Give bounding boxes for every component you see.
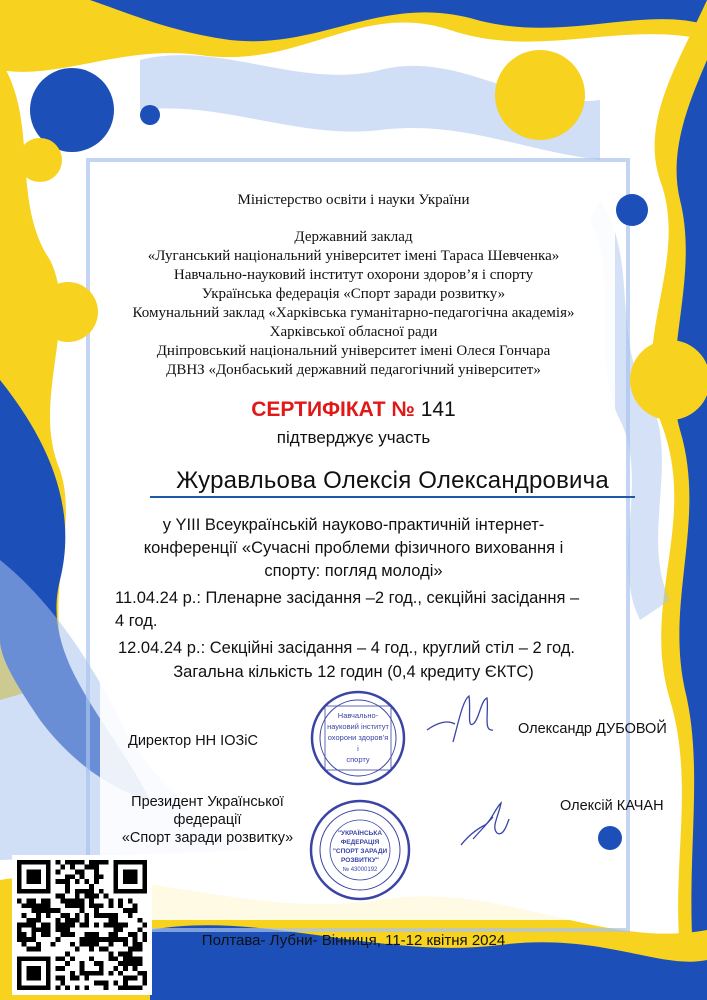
president-title: [100, 793, 315, 847]
stamp-line: № 43000192: [342, 867, 378, 873]
certificate-label: СЕРТИФІКАТ №: [251, 398, 415, 421]
certificate-number: 141: [420, 398, 456, 421]
president-title-line: федерації: [173, 812, 242, 828]
stamp-line: "УКРАЇНСЬКА: [337, 830, 383, 837]
stamp-line: охорони здоров’я: [327, 733, 389, 742]
org-line: Харківської обласної ради: [269, 324, 438, 340]
stamp-line: РОЗВИТКУ": [341, 857, 379, 864]
president-signature: [455, 795, 515, 855]
director-signature: [423, 690, 498, 750]
president-title-line: Президент Української: [131, 794, 284, 810]
certificate-title: [0, 398, 707, 422]
stamp-line: ФЕДЕРАЦІЯ: [340, 839, 380, 846]
circle-yellow-topleft: [18, 138, 62, 182]
recipient-name: Журавльова Олексія Олександровича: [150, 467, 635, 498]
institute-stamp: [303, 688, 413, 788]
stamp-line: Навчально-: [337, 711, 379, 720]
org-line: «Луганський національний університет імені Тараса Шевченка»: [147, 248, 560, 264]
org-line: Комунальний заклад «Харківська гуманітарно-педагогічна академія»: [132, 305, 575, 321]
body-line: 12.04.24 р.: Секційні засідання – 4 год., круглий стіл – 2 год.: [118, 639, 575, 657]
federation-stamp: [307, 797, 413, 903]
circle-yellow-topright: [495, 50, 585, 140]
stamp-line: спорту: [346, 755, 370, 764]
org-line: ДВНЗ «Донбаський державний педагогічний університет»: [166, 362, 541, 378]
president-name: Олексій КАЧАН: [560, 798, 664, 814]
circle-blue-right-small: [598, 826, 622, 850]
stamp-line: науковий інститут: [327, 722, 389, 731]
body-line: спорту: погляд молоді»: [264, 562, 443, 580]
place-date: Полтава- Лубни- Вінниця, 11-12 квітня 2024: [201, 932, 506, 949]
body-line: конференції «Сучасні проблеми фізичного виховання і: [143, 539, 564, 557]
body-line: у YIII Всеукраїнській науково-практичній інтернет-: [162, 516, 545, 534]
director-title: Директор НН ІОЗіС: [128, 733, 258, 749]
body-line: 4 год.: [115, 612, 158, 630]
org-line: Навчально-науковий інститут охорони здоров’я і спорту: [173, 267, 534, 283]
confirms-participation: підтверджує участь: [276, 428, 431, 447]
org-line: Державний заклад: [294, 229, 413, 245]
body-line: 11.04.24 р.: Пленарне засідання –2 год., секційні засідання –: [115, 589, 580, 607]
stamp-line: "СПОРТ ЗАРАДИ: [332, 848, 388, 855]
president-title-line: «Спорт заради розвитку»: [121, 830, 294, 846]
qr-code: [12, 855, 152, 995]
org-line: Українська федерація «Спорт заради розвитку»: [201, 286, 506, 302]
circle-blue-small-top: [140, 105, 160, 125]
org-line: Дніпровський національний університет імені Олеся Гончара: [156, 343, 551, 359]
stamp-line: і: [357, 744, 359, 753]
director-name: Олександр ДУБОВОЙ: [518, 721, 667, 737]
body-line: Загальна кількість 12 годин (0,4 кредиту ЄКТС): [173, 663, 534, 681]
ministry-line: Міністерство освіти і науки України: [237, 192, 470, 208]
